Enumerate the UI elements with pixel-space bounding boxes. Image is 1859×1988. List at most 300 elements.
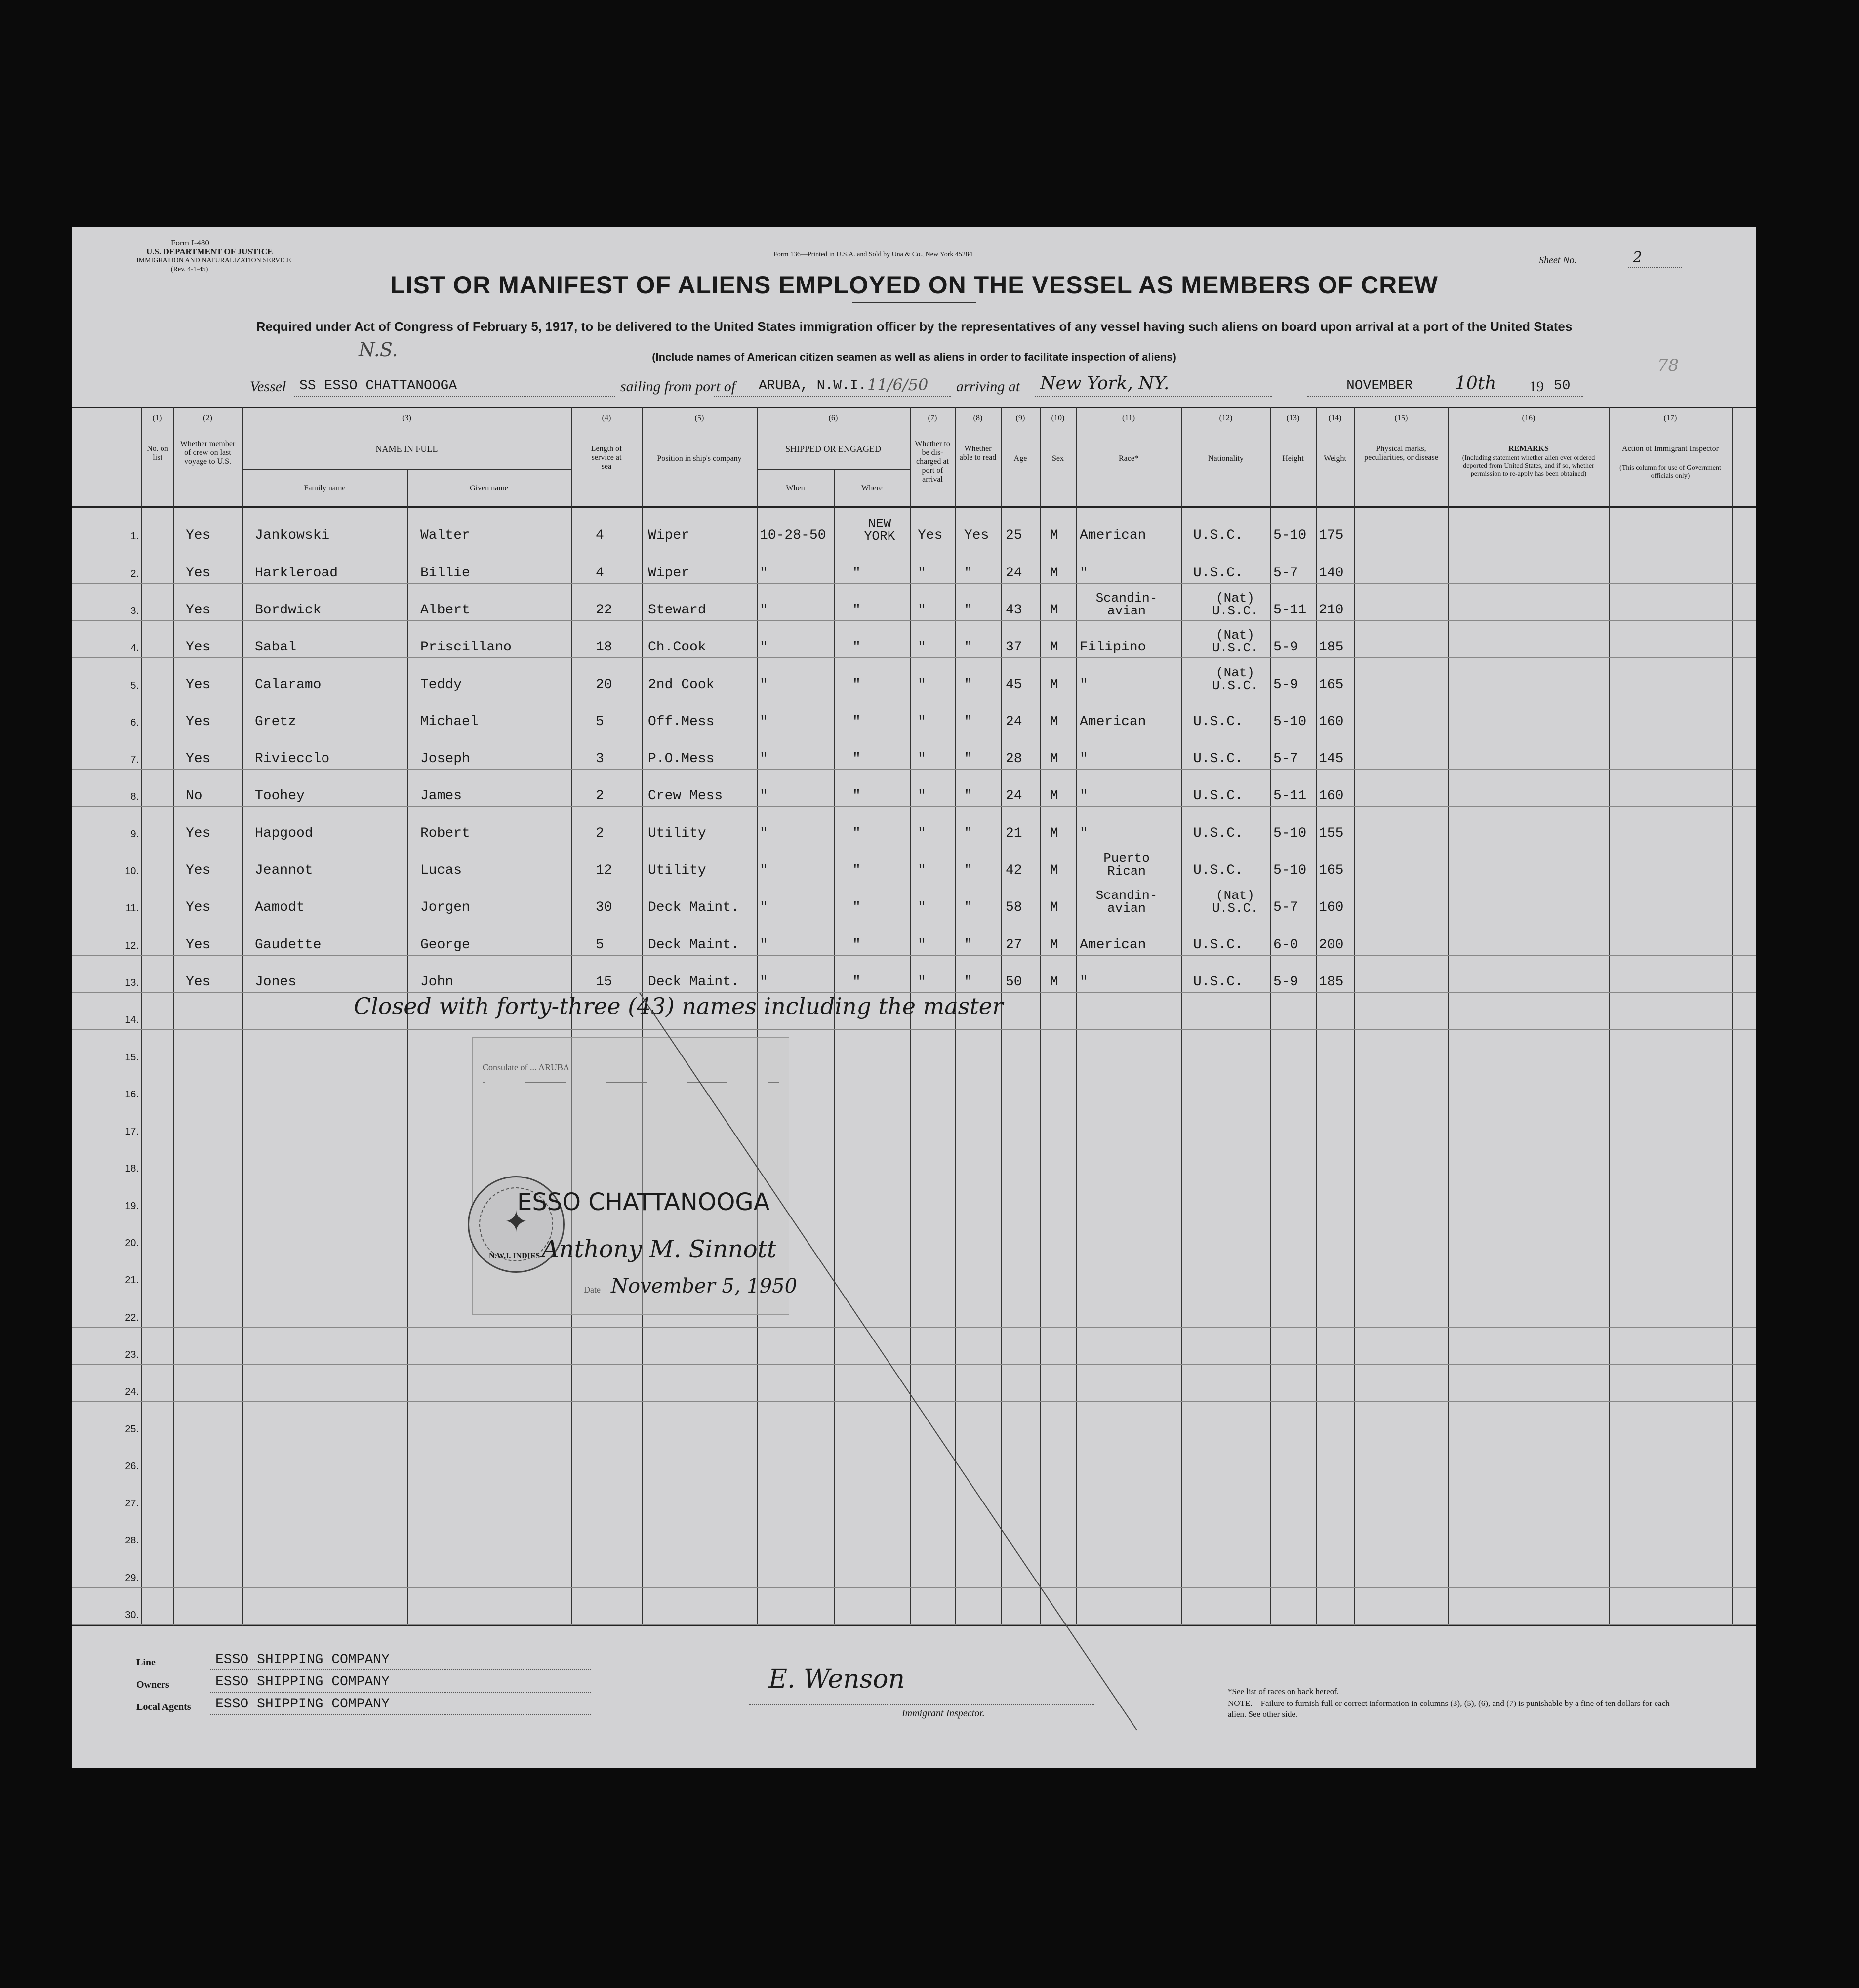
crew-family: Hapgood <box>255 825 313 841</box>
col-line <box>1732 407 1733 1626</box>
crew-nationality: U.S.C. <box>1193 751 1243 767</box>
owners-value: ESSO SHIPPING COMPANY <box>215 1674 390 1690</box>
row-number: 14. <box>125 1014 139 1026</box>
form-rev: (Rev. 4-1-45) <box>171 266 208 273</box>
col-num-14: (14) <box>1328 414 1342 422</box>
col-num-15: (15) <box>1394 414 1408 422</box>
crew-when: " <box>760 937 768 953</box>
eagle-icon: ✦ <box>503 1206 529 1238</box>
col-header-action: Action of Immigrant Inspector <box>1622 445 1719 453</box>
manifest-document <box>72 227 1756 1768</box>
row-rule <box>72 806 1756 807</box>
crew-nationality: U.S.C. <box>1193 825 1243 841</box>
crew-where: " <box>852 900 861 916</box>
crew-family: Harkleroad <box>255 565 338 581</box>
crew-discharged: " <box>918 640 926 655</box>
crew-read: " <box>964 974 972 990</box>
subtitle: Required under Act of Congress of February 5, 1917, to be delivered to the United States immigration officer by the representatives of any vessel having such aliens on board upon arrival at a port of the United States <box>256 319 1573 334</box>
crew-weight: 165 <box>1319 863 1344 878</box>
col-header-weight: Weight <box>1324 454 1346 463</box>
row-rule <box>72 1624 1756 1625</box>
row-rule <box>72 769 1756 770</box>
form-id: Form I-480 <box>171 238 209 247</box>
crew-service: 30 <box>596 900 612 916</box>
row-rule <box>72 583 1756 584</box>
crew-age: 45 <box>1006 677 1022 692</box>
crew-read: " <box>964 751 972 767</box>
col-line <box>1316 407 1317 1626</box>
crew-family: Bordwick <box>255 602 322 618</box>
col-header-remarks-sub: (Including statement whether alien ever ordered deported from United States, and if so, whether permission to re-apply has been obtained) <box>1462 454 1595 478</box>
crew-read: " <box>964 640 972 655</box>
col-line <box>1040 407 1041 1626</box>
col-line <box>1270 407 1271 1626</box>
col-header-discharged: Whether to be dis-charged at port of arrival <box>915 440 950 484</box>
crew-race: " <box>1080 788 1088 804</box>
crew-height: 5-11 <box>1273 602 1307 618</box>
crew-service: 12 <box>596 863 612 878</box>
arriving-port: New York, NY. <box>1040 373 1170 394</box>
col-header-name: NAME IN FULL <box>375 444 438 454</box>
crew-last-voyage: Yes <box>186 640 211 655</box>
inspector-signature: E. Wenson <box>768 1664 905 1694</box>
crew-weight: 200 <box>1319 937 1344 953</box>
col-num-8: (8) <box>973 414 983 422</box>
row-number: 6. <box>130 717 139 728</box>
col-header-age: Age <box>1013 454 1027 463</box>
crew-discharged: Yes <box>918 528 943 544</box>
col-header-shipped: SHIPPED OR ENGAGED <box>785 444 881 454</box>
crew-where: " <box>852 602 861 618</box>
crew-position: Steward <box>648 602 706 618</box>
crew-when: " <box>760 788 768 804</box>
page-title: LIST OR MANIFEST OF ALIENS EMPLOYED ON THE VESSEL AS MEMBERS OF CREW <box>390 271 1438 299</box>
crew-service: 5 <box>596 714 604 730</box>
date-label: Date <box>584 1285 601 1295</box>
crew-weight: 155 <box>1319 825 1344 841</box>
vessel-line <box>294 396 615 397</box>
crew-given: James <box>420 788 462 804</box>
crew-weight: 140 <box>1319 565 1344 581</box>
crew-service: 3 <box>596 751 604 767</box>
sailing-date: 11/6/50 <box>867 375 929 394</box>
row-number: 15. <box>125 1052 139 1063</box>
col-header-last-voyage: Whether member of crew on last voyage to U.S. <box>180 440 236 466</box>
line-label: Line <box>136 1657 156 1668</box>
crew-family: Sabal <box>255 640 297 655</box>
crew-sex: M <box>1050 565 1058 581</box>
row-number: 27. <box>125 1498 139 1509</box>
crew-last-voyage: Yes <box>186 825 211 841</box>
col-line <box>1609 407 1610 1626</box>
col-num-2: (2) <box>203 414 212 422</box>
crew-height: 5-11 <box>1273 788 1307 804</box>
col-header-race: Race* <box>1119 454 1138 463</box>
crew-when: " <box>760 602 768 618</box>
row-number: 10. <box>125 866 139 877</box>
row-number: 25. <box>125 1423 139 1435</box>
crew-sex: M <box>1050 677 1058 692</box>
col-num-6: (6) <box>828 414 838 422</box>
crew-given: John <box>420 974 454 990</box>
crew-age: 42 <box>1006 863 1022 878</box>
crew-where: NEW YORK <box>864 516 895 544</box>
row-rule <box>72 657 1756 658</box>
crew-sex: M <box>1050 528 1058 544</box>
crew-position: Wiper <box>648 565 690 581</box>
crew-race: Scandin- avian <box>1095 590 1158 618</box>
crew-weight: 160 <box>1319 788 1344 804</box>
crew-weight: 175 <box>1319 528 1344 544</box>
agents-value: ESSO SHIPPING COMPANY <box>215 1697 390 1712</box>
row-rule <box>72 1029 1756 1030</box>
col-num-17: (17) <box>1663 414 1677 422</box>
crew-age: 27 <box>1006 937 1022 953</box>
col-line <box>1448 407 1449 1626</box>
crew-discharged: " <box>918 788 926 804</box>
row-rule <box>72 1587 1756 1588</box>
crew-age: 25 <box>1006 528 1022 544</box>
col-header-read: Whether able to read <box>959 445 997 462</box>
crew-last-voyage: Yes <box>186 937 211 953</box>
crew-where: " <box>852 788 861 804</box>
subtitle-note: (Include names of American citizen seamen as well as aliens in order to facilitate inspection of aliens) <box>652 351 1176 363</box>
crew-age: 24 <box>1006 788 1022 804</box>
crew-nationality: (Nat) U.S.C. <box>1212 628 1258 656</box>
crew-read: " <box>964 602 972 618</box>
col-header-action-sub: (This column for use of Government officials only) <box>1619 464 1721 480</box>
crew-race: American <box>1080 528 1146 544</box>
row-number: 9. <box>130 828 139 840</box>
port-from-line <box>714 396 951 397</box>
crew-given: Teddy <box>420 677 462 692</box>
row-number: 16. <box>125 1089 139 1100</box>
col-line <box>1076 407 1077 1626</box>
crew-service: 18 <box>596 640 612 655</box>
col-line <box>242 407 243 1626</box>
crew-given: Lucas <box>420 863 462 878</box>
crew-service: 20 <box>596 677 612 692</box>
col-line <box>141 407 142 1626</box>
crew-position: 2nd Cook <box>648 677 715 692</box>
agents-label: Local Agents <box>136 1702 191 1712</box>
crew-last-voyage: Yes <box>186 677 211 692</box>
crew-age: 43 <box>1006 602 1022 618</box>
col-num-9: (9) <box>1015 414 1025 422</box>
certificate-block <box>472 1037 798 1315</box>
crew-service: 4 <box>596 565 604 581</box>
col-num-10: (10) <box>1051 414 1065 422</box>
margin-mark: 78 <box>1657 356 1679 375</box>
crew-height: 5-10 <box>1273 825 1307 841</box>
crew-family: Jones <box>255 974 297 990</box>
arrival-month: NOVEMBER <box>1346 378 1413 394</box>
crew-read: " <box>964 565 972 581</box>
sailing-label: sailing from port of <box>620 378 736 395</box>
vessel-label: Vessel <box>250 378 286 395</box>
crew-age: 58 <box>1006 900 1022 916</box>
crew-age: 37 <box>1006 640 1022 655</box>
crew-height: 5-7 <box>1273 751 1298 767</box>
crew-service: 2 <box>596 825 604 841</box>
crew-height: 6-0 <box>1273 937 1298 953</box>
crew-service: 4 <box>596 528 604 544</box>
crew-family: Jankowski <box>255 528 330 544</box>
col-header-remarks: REMARKS <box>1508 445 1549 453</box>
row-number: 20. <box>125 1238 139 1249</box>
crew-given: Joseph <box>420 751 470 767</box>
col-num-1: (1) <box>152 414 162 422</box>
row-number: 29. <box>125 1572 139 1583</box>
col-line <box>1354 407 1355 1626</box>
crew-position: Utility <box>648 863 706 878</box>
crew-when: " <box>760 825 768 841</box>
col-line <box>407 469 408 1626</box>
crew-read: " <box>964 863 972 878</box>
crew-age: 24 <box>1006 714 1022 730</box>
arrival-line <box>1307 396 1583 397</box>
sheet-label: Sheet No. <box>1539 255 1577 266</box>
col-num-12: (12) <box>1219 414 1233 422</box>
crew-discharged: " <box>918 751 926 767</box>
crew-weight: 185 <box>1319 974 1344 990</box>
hand-initials: N.S. <box>359 339 398 361</box>
row-number: 19. <box>125 1200 139 1212</box>
crew-position: Crew Mess <box>648 788 723 804</box>
crew-when: " <box>760 677 768 692</box>
year-prefix: 19 <box>1529 378 1544 395</box>
crew-age: 50 <box>1006 974 1022 990</box>
crew-given: Albert <box>420 602 470 618</box>
crew-race: American <box>1080 937 1146 953</box>
crew-discharged: " <box>918 602 926 618</box>
crew-nationality: U.S.C. <box>1193 714 1243 730</box>
row-number: 18. <box>125 1163 139 1175</box>
crew-sex: M <box>1050 788 1058 804</box>
crew-weight: 145 <box>1319 751 1344 767</box>
crew-race: " <box>1080 565 1088 581</box>
crew-discharged: " <box>918 937 926 953</box>
arrival-day: 10th <box>1455 373 1496 394</box>
crew-given: Michael <box>420 714 479 730</box>
service: IMMIGRATION AND NATURALIZATION SERVICE <box>136 257 291 264</box>
crew-sex: M <box>1050 974 1058 990</box>
crew-position: Deck Maint. <box>648 937 739 953</box>
crew-discharged: " <box>918 974 926 990</box>
crew-height: 5-9 <box>1273 677 1298 692</box>
crew-when: " <box>760 714 768 730</box>
crew-height: 5-10 <box>1273 863 1307 878</box>
row-rule <box>72 620 1756 621</box>
col-header-where: Where <box>861 484 883 492</box>
crew-read: " <box>964 714 972 730</box>
crew-position: Off.Mess <box>648 714 715 730</box>
crew-last-voyage: Yes <box>186 714 211 730</box>
crew-sex: M <box>1050 714 1058 730</box>
crew-nationality: U.S.C. <box>1193 565 1243 581</box>
crew-sex: M <box>1050 640 1058 655</box>
crew-where: " <box>852 565 861 581</box>
crew-where: " <box>852 825 861 841</box>
row-number: 7. <box>130 754 139 766</box>
crew-age: 28 <box>1006 751 1022 767</box>
row-number: 13. <box>125 977 139 988</box>
crew-last-voyage: Yes <box>186 602 211 618</box>
agents-underline <box>210 1714 591 1715</box>
crew-family: Toohey <box>255 788 305 804</box>
crew-weight: 160 <box>1319 900 1344 916</box>
crew-family: Riviecclo <box>255 751 330 767</box>
master-signature: Anthony M. Sinnott <box>542 1235 777 1263</box>
col-header-sex: Sex <box>1052 454 1064 463</box>
year-suffix: 50 <box>1554 378 1571 394</box>
races-note: *See list of races on back hereof. <box>1228 1687 1339 1696</box>
col-header-nationality: Nationality <box>1208 454 1244 463</box>
crew-nationality: (Nat) U.S.C. <box>1212 590 1258 618</box>
col-header-family: Family name <box>304 484 346 492</box>
crew-where: " <box>852 751 861 767</box>
crew-last-voyage: Yes <box>186 565 211 581</box>
table-bottom-border <box>72 1625 1756 1626</box>
title-rule <box>852 302 976 303</box>
crew-race: Puerto Rican <box>1103 851 1150 879</box>
sheet-no-line <box>1628 267 1682 268</box>
crew-last-voyage: Yes <box>186 974 211 990</box>
crew-sex: M <box>1050 863 1058 878</box>
line-value: ESSO SHIPPING COMPANY <box>215 1652 390 1667</box>
table-top-border <box>72 407 1756 408</box>
inspector-underline <box>749 1704 1094 1705</box>
crew-nationality: (Nat) U.S.C. <box>1212 888 1258 916</box>
crew-position: Utility <box>648 825 706 841</box>
row-number: 17. <box>125 1126 139 1137</box>
crew-discharged: " <box>918 863 926 878</box>
certificate-date: November 5, 1950 <box>611 1275 798 1298</box>
table-header-bottom <box>72 506 1756 508</box>
crew-nationality: (Nat) U.S.C. <box>1212 665 1258 693</box>
col-line <box>173 407 174 1626</box>
col-num-4: (4) <box>602 414 611 422</box>
printer-note: Form 136—Printed in U.S.A. and Sold by Una & Co., New York 45284 <box>773 251 972 258</box>
crew-sex: M <box>1050 602 1058 618</box>
crew-race: Filipino <box>1080 640 1146 655</box>
crew-given: Billie <box>420 565 470 581</box>
port-from: ARUBA, N.W.I. <box>759 378 867 394</box>
crew-read: " <box>964 825 972 841</box>
crew-height: 5-10 <box>1273 714 1307 730</box>
crew-service: 5 <box>596 937 604 953</box>
crew-family: Gaudette <box>255 937 322 953</box>
crew-nationality: U.S.C. <box>1193 974 1243 990</box>
vessel-name: SS ESSO CHATTANOOGA <box>299 378 457 394</box>
consulate-line: Consulate of ... ARUBA <box>483 1062 570 1072</box>
crew-weight: 160 <box>1319 714 1344 730</box>
crew-service: 2 <box>596 788 604 804</box>
fine-note: NOTE.—Failure to furnish full or correct information in columns (3), (5), (6), and (7) is punishable by a fine of ten dollars for each alien. See other side. <box>1228 1699 1670 1719</box>
sheet-number: 2 <box>1633 249 1643 266</box>
col-header-when: When <box>786 484 805 492</box>
col-line <box>834 469 835 1626</box>
stamp-text-faded <box>483 1082 779 1137</box>
inspector-label: Immigrant Inspector. <box>902 1708 985 1719</box>
line-underline <box>210 1669 591 1670</box>
col-num-11: (11) <box>1122 414 1135 422</box>
crew-last-voyage: No <box>186 788 202 804</box>
crew-weight: 165 <box>1319 677 1344 692</box>
col-num-3: (3) <box>402 414 411 422</box>
crew-service: 15 <box>596 974 612 990</box>
crew-race: " <box>1080 974 1088 990</box>
col-num-13: (13) <box>1286 414 1300 422</box>
arriving-label: arriving at <box>956 378 1020 395</box>
row-number: 4. <box>130 643 139 654</box>
crew-family: Calaramo <box>255 677 322 692</box>
crew-where: " <box>852 677 861 692</box>
crew-sex: M <box>1050 937 1058 953</box>
row-number: 3. <box>130 605 139 616</box>
crew-read: Yes <box>964 528 989 544</box>
col-line <box>1181 407 1182 1626</box>
crew-given: Robert <box>420 825 470 841</box>
row-number: 24. <box>125 1386 139 1398</box>
crew-sex: M <box>1050 900 1058 916</box>
row-number: 23. <box>125 1349 139 1360</box>
crew-age: 24 <box>1006 565 1022 581</box>
row-number: 1. <box>130 531 139 542</box>
row-rule <box>72 1364 1756 1365</box>
crew-race: Scandin- avian <box>1095 888 1158 916</box>
shipped-subheader-rule <box>757 469 910 470</box>
row-number: 5. <box>130 680 139 691</box>
crew-discharged: " <box>918 565 926 581</box>
crew-where: " <box>852 863 861 878</box>
department: U.S. DEPARTMENT OF JUSTICE <box>146 247 273 256</box>
crew-height: 5-9 <box>1273 640 1298 655</box>
crew-when: " <box>760 565 768 581</box>
crew-nationality: U.S.C. <box>1193 863 1243 878</box>
row-rule <box>72 955 1756 956</box>
col-header-service: Length of service at sea <box>591 445 622 471</box>
crew-family: Jeannot <box>255 863 313 878</box>
row-number: 12. <box>125 940 139 951</box>
row-number: 22. <box>125 1312 139 1323</box>
crew-when: " <box>760 640 768 655</box>
crew-height: 5-7 <box>1273 900 1298 916</box>
crew-height: 5-10 <box>1273 528 1307 544</box>
crew-nationality: U.S.C. <box>1193 937 1243 953</box>
crew-when: " <box>760 751 768 767</box>
crew-given: Walter <box>420 528 470 544</box>
vessel-stamp: ESSO CHATTANOOGA <box>517 1188 770 1216</box>
crew-nationality: U.S.C. <box>1193 528 1243 544</box>
row-number: 2. <box>130 568 139 579</box>
crew-position: Deck Maint. <box>648 900 739 916</box>
crew-given: Priscillano <box>420 640 512 655</box>
crew-given: George <box>420 937 470 953</box>
crew-when: " <box>760 863 768 878</box>
crew-position: Ch.Cook <box>648 640 706 655</box>
crew-when: " <box>760 900 768 916</box>
row-number: 30. <box>125 1610 139 1621</box>
crew-read: " <box>964 677 972 692</box>
col-num-5: (5) <box>694 414 704 422</box>
crew-family: Aamodt <box>255 900 305 916</box>
row-number: 26. <box>125 1461 139 1472</box>
crew-weight: 185 <box>1319 640 1344 655</box>
owners-underline <box>210 1692 591 1693</box>
col-header-physical: Physical marks, peculiarities, or disease <box>1364 445 1438 462</box>
crew-last-voyage: Yes <box>186 751 211 767</box>
